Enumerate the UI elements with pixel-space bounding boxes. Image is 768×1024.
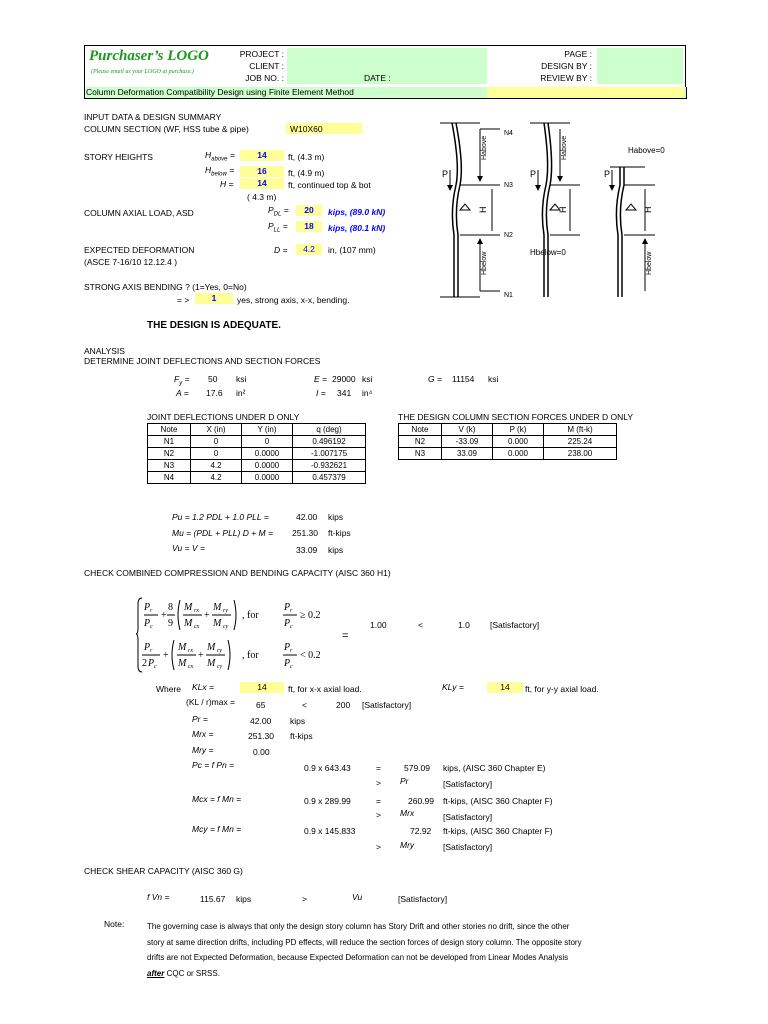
pc-value: 579.09 bbox=[404, 763, 430, 773]
pc-calc: 0.9 x 643.43 bbox=[304, 763, 351, 773]
review-by-label: REVIEW BY : bbox=[540, 73, 592, 83]
table-row: N2 -33.09 0.000 225.24 bbox=[399, 436, 617, 448]
h-above-symbol: $H_{above}$ = bbox=[205, 150, 235, 163]
design-adequate: THE DESIGN IS ADEQUATE. bbox=[147, 320, 281, 331]
diagram-n4: N4 bbox=[504, 130, 513, 137]
svg-text:P: P bbox=[284, 602, 291, 613]
input-heading: INPUT DATA & DESIGN SUMMARY bbox=[84, 112, 222, 122]
svg-text:, for: , for bbox=[242, 610, 259, 621]
page-label: PAGE : bbox=[564, 49, 592, 59]
h-input[interactable]: 14 bbox=[240, 178, 284, 189]
lt-sign: < bbox=[418, 620, 423, 630]
svg-text:cx: cx bbox=[194, 624, 200, 630]
mu-unit: ft-kips bbox=[328, 528, 351, 538]
mcy-result: [Satisfactory] bbox=[443, 842, 493, 852]
analysis-heading: ANALYSIS bbox=[84, 346, 125, 356]
col-p: P (k) bbox=[493, 424, 544, 436]
svg-text:M: M bbox=[207, 642, 216, 653]
purchaser-logo: Purchaser’s LOGO bbox=[89, 48, 209, 64]
shear-symbol: f Vn = bbox=[147, 892, 170, 902]
mrx-unit: ft-kips bbox=[290, 731, 313, 741]
def-symbol: D = bbox=[274, 245, 288, 255]
klr-limit: 200 bbox=[336, 700, 351, 710]
pc-compare: Pr bbox=[400, 776, 409, 786]
interaction-ratio: 1.00 bbox=[370, 620, 387, 630]
h-below-unit: ft, (4.9 m) bbox=[288, 168, 325, 178]
table-row: N3 33.09 0.000 238.00 bbox=[399, 448, 617, 460]
bend-desc: yes, strong axis, x-x, bending. bbox=[237, 295, 350, 305]
svg-text:rx: rx bbox=[188, 648, 193, 654]
klr-value: 65 bbox=[256, 700, 266, 710]
diagram-n1: N1 bbox=[504, 292, 513, 299]
h-symbol: H = bbox=[220, 179, 234, 189]
interaction-limit: 1.0 bbox=[458, 620, 470, 630]
i-unit: in⁴ bbox=[362, 388, 373, 398]
diagram-p3: P bbox=[604, 169, 611, 179]
force-table bbox=[398, 423, 617, 460]
col-note: Note bbox=[399, 424, 442, 436]
mcx-unit: ft-kips, (AISC 360 Chapter F) bbox=[443, 796, 553, 806]
diagram-h-1: H bbox=[478, 206, 488, 213]
pc-symbol: Pc = f Pn = bbox=[192, 760, 235, 770]
table-header-row bbox=[399, 424, 617, 436]
interaction-equation bbox=[136, 594, 336, 676]
pu-unit: kips bbox=[328, 512, 344, 522]
svg-text:≥ 0.2: ≥ 0.2 bbox=[300, 610, 321, 621]
svg-text:P: P bbox=[148, 658, 155, 669]
mcy-compare: Mry bbox=[400, 840, 415, 850]
a-unit: in² bbox=[236, 388, 246, 398]
svg-text:9: 9 bbox=[168, 618, 173, 629]
bend-arrow: = > bbox=[177, 295, 190, 305]
vu-unit: kips bbox=[328, 545, 344, 555]
svg-text:+: + bbox=[161, 610, 167, 621]
h-below-input[interactable]: 16 bbox=[240, 166, 284, 177]
pll-unit: kips, (80.1 kN) bbox=[328, 223, 386, 233]
force-table-title: THE DESIGN COLUMN SECTION FORCES UNDER D ONLY bbox=[398, 412, 634, 422]
table-header-row bbox=[148, 424, 366, 436]
svg-text:c: c bbox=[290, 624, 293, 630]
def-ref: (ASCE 7-16/10 12.12.4 ) bbox=[84, 257, 178, 267]
mcy-calc: 0.9 x 145.833 bbox=[304, 826, 356, 836]
mcy-symbol: Mcy = f Mn = bbox=[192, 824, 242, 834]
svg-text:r: r bbox=[150, 608, 153, 614]
e-symbol: E = bbox=[314, 374, 327, 384]
column-diagram bbox=[420, 115, 680, 305]
col-m: M (ft-k) bbox=[544, 424, 617, 436]
h-below-symbol: $H_{below}$ = bbox=[205, 165, 235, 178]
klr-result: [Satisfactory] bbox=[362, 700, 412, 710]
table-row: N2 0 0.0000 -1.007175 bbox=[148, 448, 366, 460]
joint-table-title: JOINT DEFLECTIONS UNDER D ONLY bbox=[147, 412, 300, 422]
pr-symbol: Pr = bbox=[192, 714, 208, 724]
diagram-h-2: H bbox=[558, 206, 568, 213]
shear-gt: > bbox=[302, 894, 307, 904]
mcx-result: [Satisfactory] bbox=[443, 812, 493, 822]
def-unit: in, (107 mm) bbox=[328, 245, 376, 255]
klx-unit: ft, for x-x axial load. bbox=[288, 684, 362, 694]
date-field[interactable] bbox=[398, 72, 487, 84]
axial-label: COLUMN AXIAL LOAD, ASD bbox=[84, 208, 194, 218]
vu-equation: Vu = V = bbox=[172, 543, 205, 553]
mcy-value: 72.92 bbox=[410, 826, 432, 836]
svg-text:ry: ry bbox=[217, 648, 222, 654]
diagram-n2: N2 bbox=[504, 232, 513, 239]
svg-text:P: P bbox=[284, 618, 291, 629]
section-label: COLUMN SECTION (WF, HSS tube & pipe) bbox=[84, 124, 249, 134]
page-title: Column Deformation Compatibility Design using Finite Element Method bbox=[86, 87, 354, 97]
svg-text:< 0.2: < 0.2 bbox=[300, 650, 321, 661]
mry-symbol: Mry = bbox=[192, 745, 214, 755]
h-above-input[interactable]: 14 bbox=[240, 150, 284, 161]
diagram-h-above-zero: Habove=0 bbox=[628, 146, 665, 155]
fy-symbol: $F_y$ = bbox=[174, 374, 190, 387]
mcx-eq: = bbox=[376, 796, 381, 806]
pu-equation: Pu = 1.2 PDL + 1.0 PLL = bbox=[172, 512, 269, 522]
mcy-unit: ft-kips, (AISC 360 Chapter F) bbox=[443, 826, 553, 836]
where-label: Where bbox=[156, 684, 182, 694]
shear-heading: CHECK SHEAR CAPACITY (AISC 360 G) bbox=[84, 866, 243, 876]
svg-text:rx: rx bbox=[194, 608, 199, 614]
svg-text:P: P bbox=[284, 658, 291, 669]
mu-equation: Mu = (PDL + PLL) D + M = bbox=[172, 528, 273, 538]
def-input[interactable]: 4.2 bbox=[296, 244, 322, 255]
svg-text:M: M bbox=[207, 658, 216, 669]
title-bar-yellow bbox=[487, 87, 684, 98]
shear-unit: kips bbox=[236, 894, 252, 904]
mcx-symbol: Mcx = f Mn = bbox=[192, 794, 242, 804]
svg-text:+: + bbox=[163, 650, 169, 661]
mrx-value: 251.30 bbox=[248, 731, 274, 741]
diagram-h-below-1: Hbelow bbox=[481, 251, 488, 275]
analysis-sub: DETERMINE JOINT DEFLECTIONS AND SECTION FORCES bbox=[84, 356, 321, 366]
klr-symbol: (KL / r)max = bbox=[186, 697, 236, 707]
svg-text:M: M bbox=[213, 602, 222, 613]
date-label: DATE : bbox=[364, 73, 391, 83]
fy-unit: ksi bbox=[236, 374, 247, 384]
svg-text:8: 8 bbox=[168, 602, 173, 613]
svg-text:P: P bbox=[284, 642, 291, 653]
shear-value: 115.67 bbox=[200, 894, 226, 904]
i-symbol: I = bbox=[316, 388, 326, 398]
pu-value: 42.00 bbox=[296, 512, 318, 522]
svg-text:r: r bbox=[290, 608, 293, 614]
svg-text:M: M bbox=[213, 618, 222, 629]
svg-text:P: P bbox=[144, 618, 151, 629]
bend-label: STRONG AXIS BENDING ? (1=Yes, 0=No) bbox=[84, 282, 247, 292]
fy-value: 50 bbox=[208, 374, 218, 384]
svg-text:c: c bbox=[290, 664, 293, 670]
pdl-symbol: $P_{DL}$ = bbox=[268, 205, 289, 218]
diagram-p2: P bbox=[530, 169, 537, 179]
diagram-p1: P bbox=[442, 169, 449, 179]
klx-input[interactable]: 14 bbox=[240, 682, 284, 693]
client-label: CLIENT : bbox=[249, 61, 284, 71]
svg-text:P: P bbox=[144, 602, 151, 613]
diagram-h-below-3: Hbelow bbox=[646, 251, 653, 275]
col-y: Y (in) bbox=[242, 424, 293, 436]
e-value: 29000 bbox=[332, 374, 356, 384]
svg-text:c: c bbox=[154, 664, 157, 670]
h-above-unit: ft, (4.3 m) bbox=[288, 152, 325, 162]
section-value: W10X60 bbox=[290, 124, 323, 134]
mcx-calc: 0.9 x 289.99 bbox=[304, 796, 351, 806]
def-label: EXPECTED DEFORMATION bbox=[84, 245, 195, 255]
design-by-label: DESIGN BY : bbox=[541, 61, 592, 71]
g-value: 11154 bbox=[452, 374, 475, 384]
mcx-compare: Mrx bbox=[400, 808, 415, 818]
svg-text:, for: , for bbox=[242, 650, 259, 661]
interaction-result: [Satisfactory] bbox=[490, 620, 540, 630]
pll-symbol: $P_{LL}$ = bbox=[268, 221, 288, 234]
svg-text:c: c bbox=[150, 624, 153, 630]
pr-unit: kips bbox=[290, 716, 306, 726]
pdl-input[interactable]: 20 bbox=[296, 205, 322, 216]
pll-input[interactable]: 18 bbox=[296, 221, 322, 232]
klr-lt: < bbox=[302, 700, 307, 710]
pc-gt: > bbox=[376, 778, 381, 788]
col-v: V (k) bbox=[442, 424, 493, 436]
mcy-gt: > bbox=[376, 842, 381, 852]
svg-text:+: + bbox=[198, 650, 204, 661]
table-row: N1 0 0 0.496192 bbox=[148, 436, 366, 448]
col-q: q (deg) bbox=[293, 424, 366, 436]
svg-text:M: M bbox=[178, 642, 187, 653]
story-label: STORY HEIGHTS bbox=[84, 152, 153, 162]
page-design-review-fields[interactable] bbox=[597, 48, 683, 84]
combined-heading: CHECK COMBINED COMPRESSION AND BENDING CAPACITY (AISC 360 H1) bbox=[84, 568, 391, 578]
svg-text:P: P bbox=[144, 642, 151, 653]
g-unit: ksi bbox=[488, 374, 499, 384]
shear-result: [Satisfactory] bbox=[398, 894, 448, 904]
pr-value: 42.00 bbox=[250, 716, 272, 726]
i-value: 341 bbox=[337, 388, 352, 398]
mu-value: 251.30 bbox=[292, 528, 318, 538]
job-label: JOB NO. : bbox=[245, 73, 284, 83]
mrx-symbol: Mrx = bbox=[192, 729, 214, 739]
svg-text:r: r bbox=[290, 648, 293, 654]
col-x: X (in) bbox=[191, 424, 242, 436]
logo-note: (Please email us your LOGO at purchase.) bbox=[91, 69, 194, 75]
h-metric: ( 4.3 m) bbox=[247, 192, 277, 202]
kly-input[interactable]: 14 bbox=[487, 682, 523, 693]
kly-unit: ft, for y-y axial load. bbox=[525, 684, 599, 694]
pc-eq: = bbox=[376, 763, 381, 773]
mcx-value: 260.99 bbox=[408, 796, 434, 806]
shear-compare: Vu bbox=[352, 892, 363, 902]
project-label: PROJECT : bbox=[239, 49, 284, 59]
a-symbol: A = bbox=[176, 388, 189, 398]
diagram-n3: N3 bbox=[504, 182, 513, 189]
svg-text:M: M bbox=[184, 618, 193, 629]
e-unit: ksi bbox=[362, 374, 373, 384]
g-symbol: G = bbox=[428, 374, 442, 384]
kly-symbol: KLy = bbox=[442, 682, 464, 692]
svg-text:cx: cx bbox=[188, 664, 194, 670]
diagram-h-above-1: Habove bbox=[481, 135, 488, 160]
joint-table bbox=[147, 423, 366, 484]
diagram-h-3: H bbox=[643, 206, 653, 213]
table-row: N4 4.2 0.0000 0.457379 bbox=[148, 472, 366, 484]
vu-value: 33.09 bbox=[296, 545, 318, 555]
table-row: N3 4.2 0.0000 -0.932621 bbox=[148, 460, 366, 472]
svg-text:cy: cy bbox=[223, 624, 229, 630]
pc-result: [Satisfactory] bbox=[443, 779, 493, 789]
h-unit: ft, continued top & bot bbox=[288, 180, 371, 190]
pc-unit: kips, (AISC 360 Chapter E) bbox=[443, 763, 546, 773]
svg-text:ry: ry bbox=[223, 608, 228, 614]
diagram-h-below-zero: Hbelow=0 bbox=[530, 248, 566, 257]
svg-text:2: 2 bbox=[142, 658, 147, 669]
bend-input[interactable]: 1 bbox=[195, 293, 233, 304]
svg-text:r: r bbox=[150, 648, 153, 654]
svg-text:M: M bbox=[178, 658, 187, 669]
svg-text:cy: cy bbox=[217, 664, 223, 670]
svg-text:M: M bbox=[184, 602, 193, 613]
pdl-unit: kips, (89.0 kN) bbox=[328, 207, 386, 217]
a-value: 17.6 bbox=[206, 388, 223, 398]
note-text: The governing case is always that only the design story column has Story Drift and other stories no drift, since the other story at same direction drifts, including PD effects, will reduce the section forces of design story column. The opposite story drifts are not Expected Deformation, because Expected Deformation can not be developed from Linear Modes Analysis after CQC or SRSS. bbox=[147, 922, 582, 978]
diagram-h-above-2: Habove bbox=[561, 135, 568, 160]
equals-sign: = bbox=[342, 630, 349, 642]
svg-text:+: + bbox=[204, 610, 210, 621]
klx-symbol: KLx = bbox=[192, 682, 214, 692]
col-note: Note bbox=[148, 424, 191, 436]
note-label: Note: bbox=[104, 919, 125, 929]
mry-value: 0.00 bbox=[253, 747, 270, 757]
mcx-gt: > bbox=[376, 810, 381, 820]
